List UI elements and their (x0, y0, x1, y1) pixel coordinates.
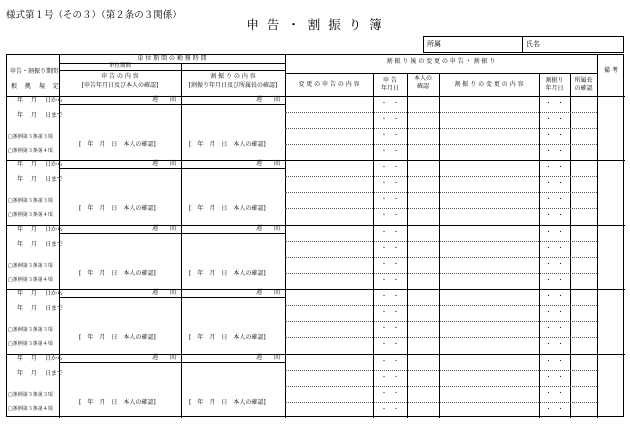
dotted-divider (285, 305, 597, 306)
block-divider (7, 160, 625, 161)
rule-3-checkbox[interactable]: □条例第３条第３項 (8, 327, 53, 334)
from-date[interactable]: 年 月 日から (17, 290, 63, 298)
self-confirm-header: 本人の (413, 75, 432, 82)
period-header: 申告・割振り期間 (10, 68, 59, 75)
rule-4-checkbox[interactable]: □条例第３条第４項 (8, 405, 53, 412)
allocation-date[interactable]: ・ ・ (545, 405, 564, 413)
declaration-header: 申 告 の 内 容 (101, 73, 139, 80)
dotted-divider (285, 273, 597, 274)
dotted-divider (285, 370, 597, 371)
declaration-date[interactable]: ・ ・ (380, 196, 399, 204)
declaration-date[interactable]: ・ ・ (380, 244, 399, 252)
allocation-date[interactable]: ・ ・ (545, 148, 564, 155)
change-declaration-header: 変 更 の 申 告 の 内 容 (298, 81, 360, 88)
declaration-date[interactable]: ・ ・ (380, 132, 399, 139)
allocation-date[interactable]: ・ ・ (545, 276, 564, 284)
to-date[interactable]: 年 月 日まで (17, 305, 63, 313)
declaration-date[interactable]: ・ ・ (380, 100, 399, 107)
dotted-divider (285, 144, 597, 145)
changes-group-header: 割 振 り 後 の 変 更 の 申 告 ・ 割 振 り (386, 58, 496, 65)
to-date[interactable]: 年 月 日まで (17, 112, 63, 119)
declaration-date[interactable]: ・ ・ (380, 341, 399, 349)
dept-field[interactable] (423, 36, 523, 53)
rule-3-checkbox[interactable]: □条例第３条第３項 (8, 391, 53, 398)
weeks-divider (59, 233, 285, 234)
row-divider (285, 73, 597, 74)
allocation-date[interactable]: ・ ・ (545, 293, 564, 301)
allocation-block (7, 160, 625, 224)
form-number: 様式第１号（その３）（第２条の３関係） (6, 10, 182, 21)
dotted-divider (285, 112, 597, 113)
allocation-date[interactable]: ・ ・ (545, 244, 564, 252)
dotted-divider (285, 402, 597, 403)
head-confirm-header: 所属長 (574, 77, 593, 84)
rule-3-checkbox[interactable]: □条例第３条第３項 (8, 262, 53, 269)
from-date[interactable]: 年 月 日から (17, 97, 63, 104)
block-divider (7, 225, 625, 226)
allocation-date[interactable]: ・ ・ (545, 212, 564, 220)
weeks-label: 週 間 (256, 353, 281, 361)
declaration-date[interactable]: ・ ・ (380, 405, 399, 413)
allocation-date[interactable]: ・ ・ (545, 389, 564, 397)
allocation-date[interactable]: ・ ・ (545, 100, 564, 107)
allocation-confirm[interactable]: [ 年 月 日 本人の確認] (189, 141, 266, 148)
weeks-label: 週 間 (152, 289, 177, 297)
allocation-confirm[interactable]: [ 年 月 日 本人の確認] (189, 398, 266, 406)
rule-4-checkbox[interactable]: □条例第３条第４項 (8, 341, 53, 348)
allocation-table (6, 54, 624, 417)
rule-4-checkbox[interactable]: □条例第３条第４項 (8, 212, 53, 219)
weeks-divider (59, 168, 285, 169)
allocation-date[interactable]: ・ ・ (545, 325, 564, 333)
allocation-subheader: [割振り年月日及び所属長の確認] (188, 82, 278, 89)
unit-period-header: 単位期間 (108, 63, 131, 69)
declaration-date[interactable]: ・ ・ (380, 228, 399, 236)
dotted-divider (285, 337, 597, 338)
declaration-confirm[interactable]: [ 年 月 日 本人の確認] (79, 141, 156, 148)
dotted-divider (285, 176, 597, 177)
remarks-header: 備 考 (604, 67, 618, 74)
weeks-label: 週 間 (256, 224, 281, 232)
declaration-date[interactable]: ・ ・ (380, 212, 399, 220)
dotted-divider (285, 321, 597, 322)
rule-3-checkbox[interactable]: □条例第３条第３項 (8, 198, 53, 205)
declaration-subheader: [申告年月日及び本人の確認] (81, 82, 159, 89)
rule-4-checkbox[interactable]: □条例第３条第４項 (8, 276, 53, 283)
declaration-date[interactable]: ・ ・ (380, 276, 399, 284)
allocation-block (7, 225, 625, 289)
allocation-date-header: 割振り (545, 77, 564, 84)
self-confirm-header-2: 確認 (416, 83, 429, 90)
from-date[interactable]: 年 月 日から (17, 225, 63, 233)
block-divider (7, 289, 625, 290)
allocation-confirm[interactable]: [ 年 月 日 本人の確認] (189, 205, 266, 213)
head-confirm-header-2: の確認 (574, 85, 593, 92)
name-label: 氏名 (526, 40, 540, 48)
weeks-label: 週 間 (256, 289, 281, 297)
rule-header: 根 拠 規 定 (11, 83, 62, 90)
allocation-confirm[interactable]: [ 年 月 日 本人の確認] (189, 334, 266, 342)
declaration-date[interactable]: ・ ・ (380, 148, 399, 155)
dotted-divider (285, 241, 597, 242)
from-date[interactable]: 年 月 日から (17, 354, 63, 362)
allocation-date[interactable]: ・ ・ (545, 309, 564, 317)
name-field[interactable] (522, 36, 624, 53)
to-date[interactable]: 年 月 日まで (17, 176, 63, 184)
allocation-date[interactable]: ・ ・ (545, 341, 564, 349)
allocation-confirm[interactable]: [ 年 月 日 本人の確認] (189, 269, 266, 277)
declaration-date[interactable]: ・ ・ (380, 116, 399, 123)
page-title: 申 告 ・ 割 振 り 簿 (246, 17, 384, 32)
declaration-date-header: 申 告 (383, 77, 397, 84)
block-divider (7, 354, 625, 355)
dotted-divider (285, 208, 597, 209)
dotted-divider (285, 192, 597, 193)
allocation-date[interactable]: ・ ・ (545, 116, 564, 123)
row-divider (59, 70, 285, 71)
declaration-confirm[interactable]: [ 年 月 日 本人の確認] (79, 398, 156, 406)
allocation-header: 割 振 り の 内 容 (210, 73, 256, 80)
declaration-confirm[interactable]: [ 年 月 日 本人の確認] (79, 205, 156, 213)
allocation-date[interactable]: ・ ・ (545, 180, 564, 188)
weeks-label: 週 間 (152, 224, 177, 232)
weeks-label: 週 間 (152, 353, 177, 361)
declaration-date-header-2: 年月日 (380, 85, 399, 92)
allocation-block (7, 354, 625, 418)
declaration-date[interactable]: ・ ・ (380, 164, 399, 172)
allocation-date[interactable]: ・ ・ (545, 228, 564, 236)
allocation-block (7, 289, 625, 353)
weeks-label: 週 間 (256, 160, 281, 168)
declaration-date[interactable]: ・ ・ (380, 309, 399, 317)
allocation-date[interactable]: ・ ・ (545, 357, 564, 365)
weeks-label: 週 間 (256, 96, 281, 103)
dotted-divider (285, 257, 597, 258)
change-allocation-header: 割 振 り の 変 更 の 内 容 (454, 81, 524, 88)
to-date[interactable]: 年 月 日まで (17, 240, 63, 248)
declaration-date[interactable]: ・ ・ (380, 373, 399, 381)
declaration-date[interactable]: ・ ・ (380, 389, 399, 397)
declaration-date[interactable]: ・ ・ (380, 357, 399, 365)
from-date[interactable]: 年 月 日から (17, 161, 63, 169)
declaration-date[interactable]: ・ ・ (380, 293, 399, 301)
dotted-divider (285, 128, 597, 129)
declaration-date[interactable]: ・ ・ (380, 260, 399, 268)
allocation-date[interactable]: ・ ・ (545, 164, 564, 172)
to-date[interactable]: 年 月 日まで (17, 369, 63, 377)
weeks-label: 週 間 (152, 160, 177, 168)
weeks-divider (59, 297, 285, 298)
dept-label: 所属 (427, 40, 441, 48)
block-divider (7, 96, 625, 97)
allocation-date[interactable]: ・ ・ (545, 132, 564, 139)
declaration-confirm[interactable]: [ 年 月 日 本人の確認] (79, 334, 156, 342)
dotted-divider (285, 386, 597, 387)
weeks-divider (59, 104, 285, 105)
allocation-date[interactable]: ・ ・ (545, 196, 564, 204)
allocation-date[interactable]: ・ ・ (545, 373, 564, 381)
declaration-date[interactable]: ・ ・ (380, 325, 399, 333)
allocation-block (7, 96, 625, 160)
weeks-label: 週 間 (152, 96, 177, 103)
declaration-confirm[interactable]: [ 年 月 日 本人の確認] (79, 269, 156, 277)
allocation-date-header-2: 年月日 (545, 85, 564, 92)
allocation-date[interactable]: ・ ・ (545, 260, 564, 268)
declaration-date[interactable]: ・ ・ (380, 180, 399, 188)
weeks-divider (59, 362, 285, 363)
rule-3-checkbox[interactable]: □条例第３条第３項 (8, 134, 53, 140)
unit-period-group-header: 単 位 期 間 の 勤 務 時 間 (137, 55, 207, 62)
rule-4-checkbox[interactable]: □条例第３条第４項 (8, 148, 53, 154)
